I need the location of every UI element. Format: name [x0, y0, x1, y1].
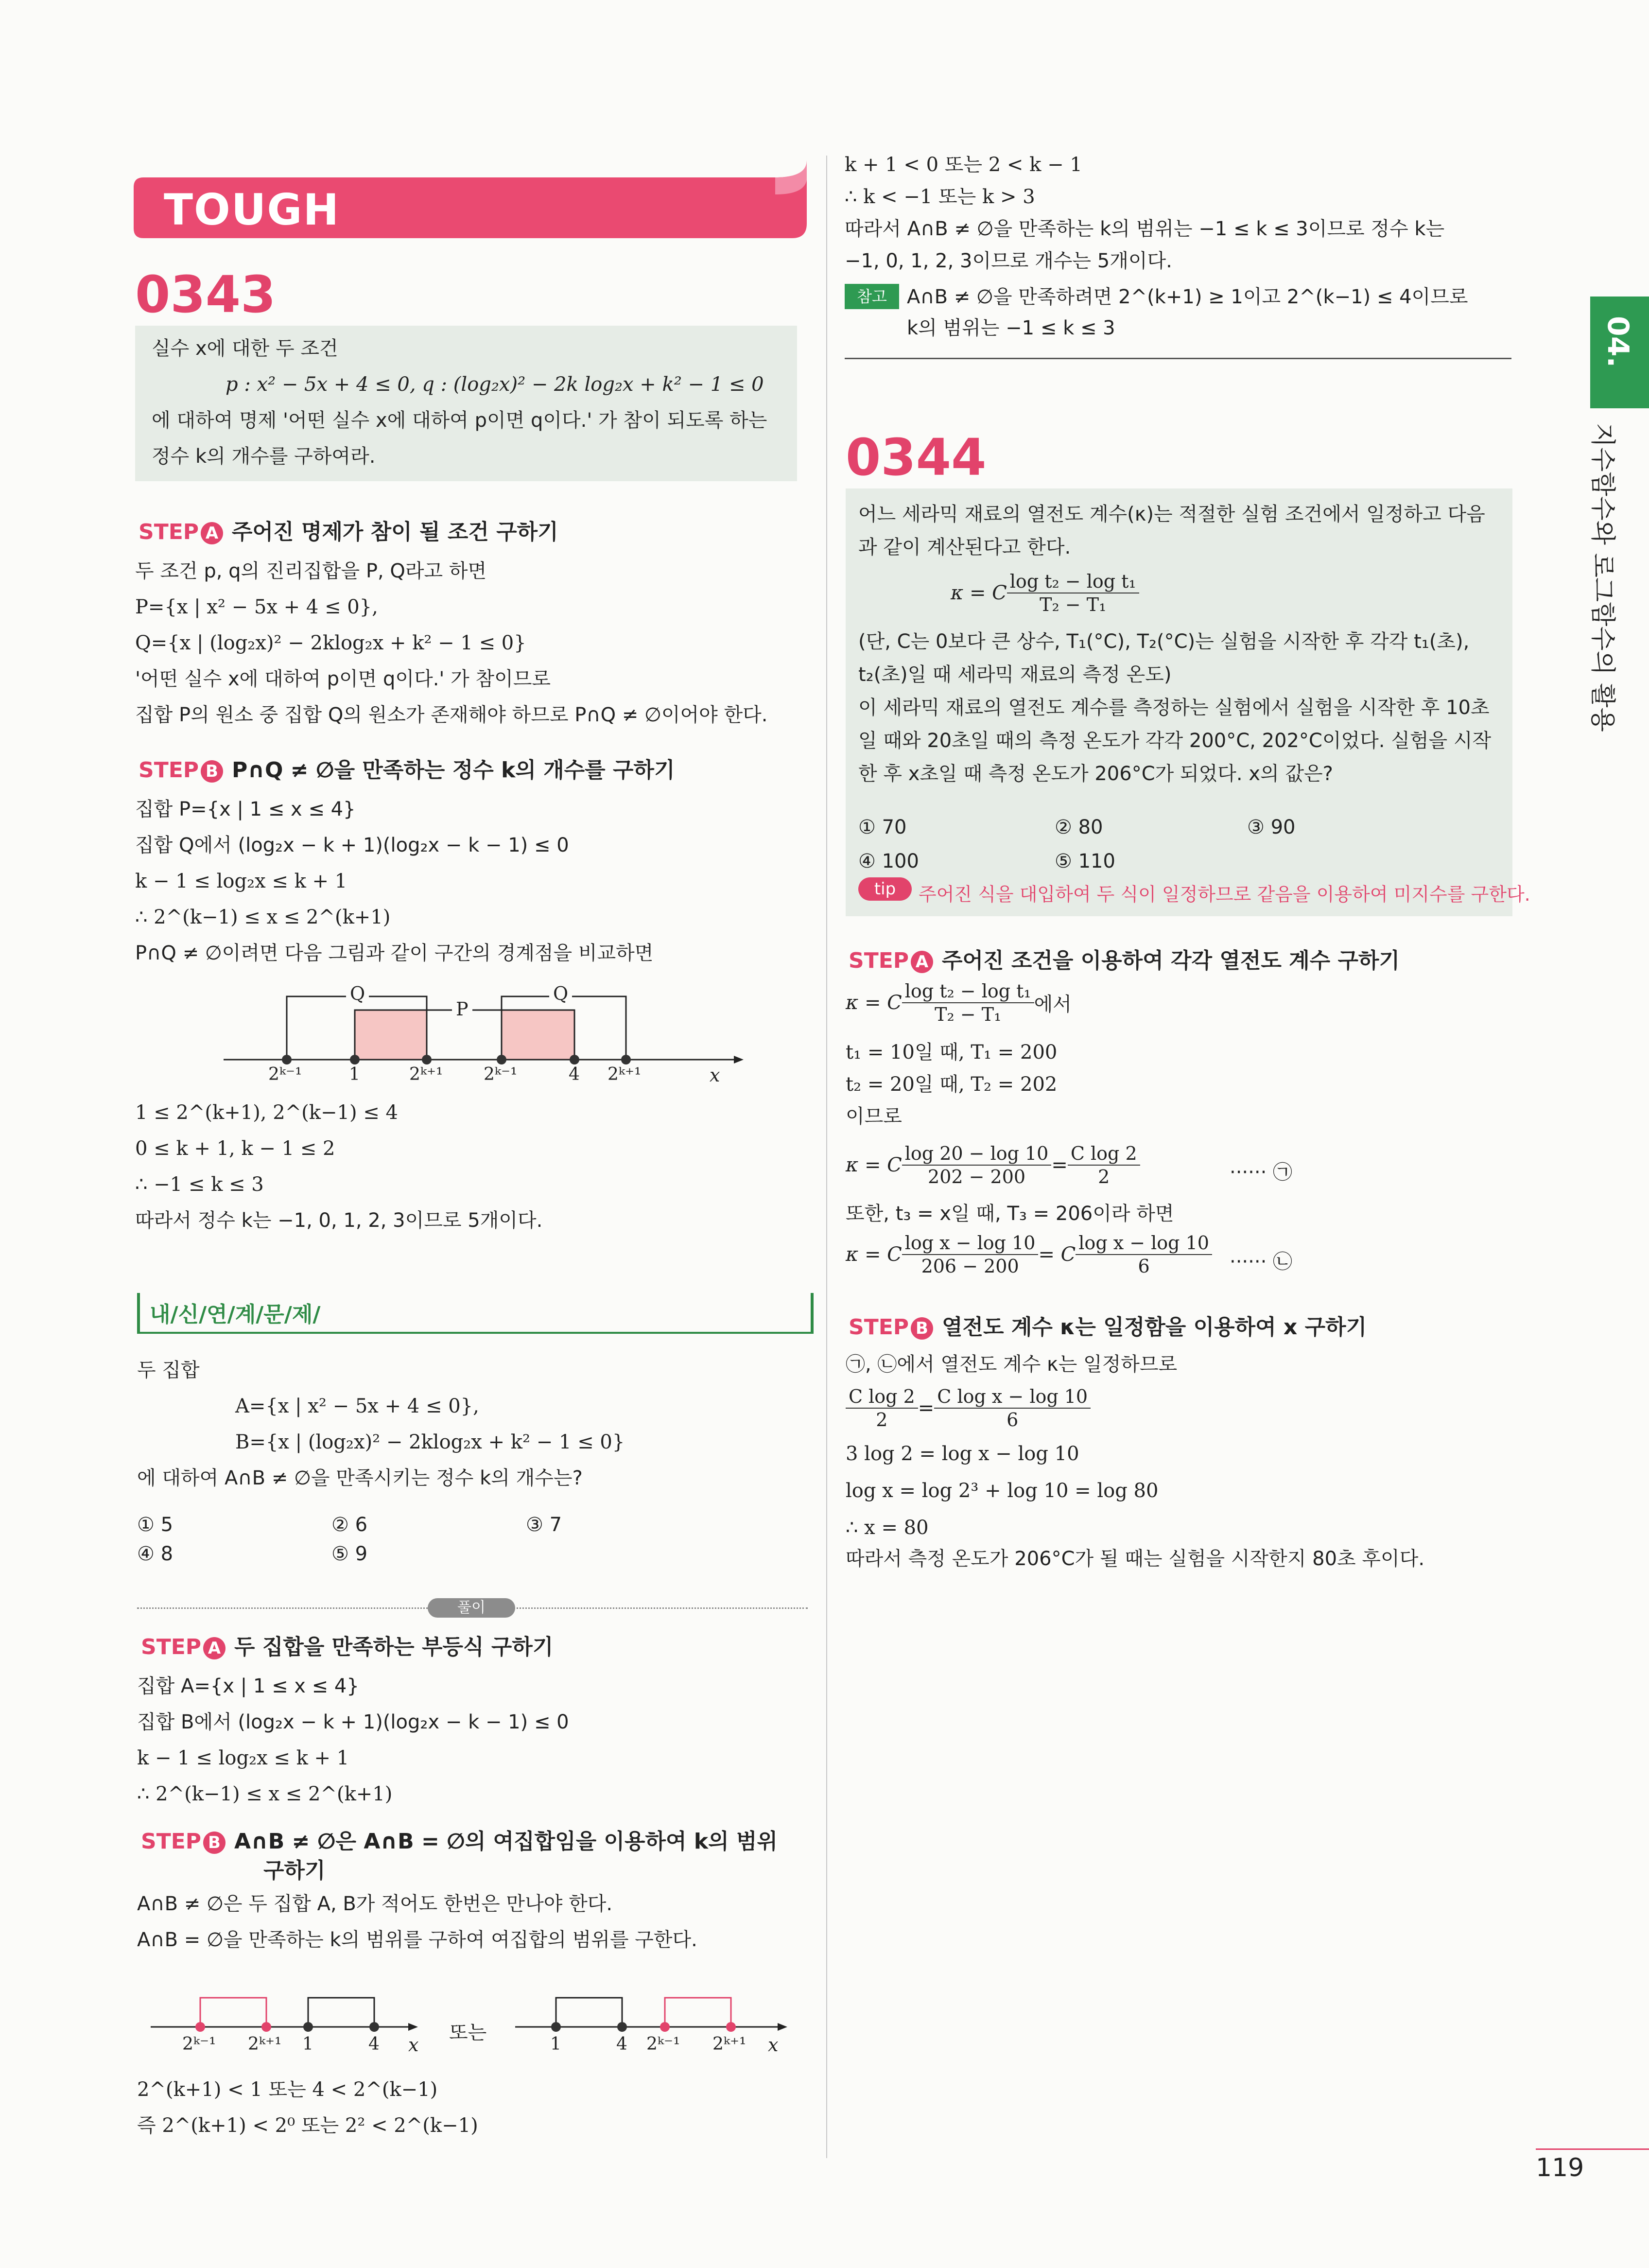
choice[interactable]: ④ 8	[137, 1543, 174, 1565]
choice[interactable]: ④ 100	[858, 850, 919, 872]
solution-line: k − 1 ≤ log₂x ≤ k + 1	[135, 870, 347, 892]
step-b-badge: B	[911, 1317, 933, 1340]
tip-text: 주어진 식을 대입하여 두 식이 일정하므로 같음을 이용하여 미지수를 구한다.	[919, 884, 1530, 905]
step-word: STEP	[139, 520, 199, 544]
solution-line: A∩B ≠ ∅은 두 집합 A, B가 적어도 한번은 만나야 한다.	[137, 1893, 613, 1915]
solution-line: ∴ −1 ≤ k ≤ 3	[135, 1173, 264, 1196]
solution-line: 따라서 A∩B ≠ ∅을 만족하는 k의 범위는 −1 ≤ k ≤ 3이므로 정수 k는	[845, 218, 1445, 240]
problem-line: 일 때와 20초일 때의 측정 온도가 각각 200°C, 202°C이었다. 실험을 시작	[858, 730, 1492, 752]
problem-line: p : x² − 5x + 4 ≤ 0, q : (log₂x)² − 2k log₂x + k² − 1 ≤ 0	[226, 373, 764, 396]
solution-line: ∴ 2^(k−1) ≤ x ≤ 2^(k+1)	[135, 906, 391, 928]
problem-line: 과 같이 계산된다고 한다.	[858, 536, 1071, 558]
equals: =	[918, 1397, 935, 1419]
problem-line: 정수 k의 개수를 구하여라.	[152, 445, 376, 468]
tick-label: 2ᵏ⁺¹	[608, 1064, 642, 1084]
solution-line: log x = log 2³ + log 10 = log 80	[846, 1480, 1159, 1502]
equals: = C	[1038, 1243, 1076, 1266]
solution-line: 집합 A={x | 1 ≤ x ≤ 4}	[137, 1675, 359, 1697]
fraction	[1076, 1232, 1212, 1277]
formula	[846, 980, 1072, 1026]
denominator: T₂ − T₁	[1040, 594, 1107, 615]
tick-label: 2ᵏ⁺¹	[248, 2034, 282, 2054]
solution-line: ∴ 2^(k−1) ≤ x ≤ 2^(k+1)	[137, 1783, 393, 1805]
numerator: log t₂ − log t₁	[902, 980, 1034, 1003]
solution-line: P={x | x² − 5x + 4 ≤ 0},	[135, 596, 378, 618]
tick-label: 2ᵏ⁺¹	[712, 2034, 746, 2054]
choice[interactable]: ③ 7	[526, 1514, 562, 1536]
equation-2	[846, 1232, 1332, 1277]
step-title-cont: 구하기	[263, 1858, 326, 1883]
choice[interactable]: ① 5	[137, 1514, 174, 1536]
tough-banner	[134, 160, 807, 245]
tick-label: 4	[368, 2034, 380, 2054]
equation-3	[846, 1385, 1091, 1431]
problem-box-0344	[846, 488, 1530, 916]
related-line: B={x | (log₂x)² − 2klog₂x + k² − 1 ≤ 0}	[235, 1431, 625, 1453]
step-a-heading	[849, 943, 1400, 974]
problem-line: 이 세라믹 재료의 열전도 계수를 측정하는 실험에서 실험을 시작한 후 10초	[858, 697, 1490, 719]
denominator: T₂ − T₁	[935, 1004, 1002, 1025]
tick-label: 1	[302, 2034, 313, 2054]
solution-line: 즉 2^(k+1) < 2⁰ 또는 2² < 2^(k−1)	[137, 2114, 478, 2137]
related-title-box	[137, 1293, 814, 1334]
problem-line: 실수 x에 대한 두 조건	[152, 337, 338, 360]
column-divider	[826, 156, 827, 2158]
step-a-badge: A	[203, 1637, 226, 1659]
solution-line: 집합 B에서 (log₂x − k + 1)(log₂x − k − 1) ≤ 0	[137, 1711, 569, 1733]
step-title: A∩B ≠ ∅은 A∩B = ∅의 여집합임을 이용하여 k의 범위	[234, 1829, 778, 1854]
step-title: 주어진 조건을 이용하여 각각 열전도 계수 구하기	[942, 948, 1400, 973]
solution-line: 3 log 2 = log x − log 10	[846, 1443, 1079, 1465]
solution-line: −1, 0, 1, 2, 3이므로 개수는 5개이다.	[845, 250, 1172, 272]
tip-badge: tip	[858, 877, 912, 901]
label-q: Q	[549, 983, 572, 1004]
denominator: 206 − 200	[921, 1256, 1019, 1277]
solution-line: 이므로	[846, 1105, 902, 1128]
page-number-rule	[1536, 2148, 1649, 2150]
step-title: 열전도 계수 κ는 일정함을 이용하여 x 구하기	[942, 1315, 1367, 1340]
tough-label: TOUGH	[164, 185, 340, 235]
tick-label: 4	[569, 1064, 580, 1084]
numerator: log t₂ − log t₁	[1007, 570, 1139, 593]
step-word: STEP	[849, 948, 909, 973]
step-word: STEP	[139, 758, 199, 783]
related-line: A={x | x² − 5x + 4 ≤ 0},	[235, 1395, 479, 1417]
formula-lhs: κ = C	[951, 582, 1007, 604]
problem-number-0344: 0344	[846, 428, 987, 487]
tick-label: 2ᵏ⁻¹	[268, 1064, 302, 1084]
tick-label: 2ᵏ⁻¹	[484, 1064, 518, 1084]
solution-line: 1 ≤ 2^(k+1), 2^(k−1) ≤ 4	[135, 1101, 398, 1124]
fraction	[902, 980, 1034, 1026]
solution-line: ∴ k < −1 또는 k > 3	[845, 186, 1035, 208]
solution-line: 집합 P={x | 1 ≤ x ≤ 4}	[135, 798, 356, 820]
interval-diagram	[214, 977, 758, 1089]
formula-tail: 에서	[1034, 993, 1072, 1016]
denominator: 202 − 200	[928, 1166, 1026, 1187]
page-number: 119	[1536, 2153, 1584, 2182]
related-line: 두 집합	[137, 1359, 200, 1381]
tick-label: 2ᵏ⁻¹	[182, 2034, 216, 2054]
related-title: 내/신/연/계/문/제/	[150, 1302, 321, 1327]
step-a-heading	[141, 1629, 553, 1660]
numerator: C log x − log 10	[934, 1385, 1091, 1409]
or-label: 또는	[449, 2022, 487, 2044]
fraction	[1068, 1142, 1140, 1188]
denominator: 2	[876, 1409, 888, 1431]
tick-label: 1	[349, 1064, 360, 1084]
problem-line: 한 후 x초일 때 측정 온도가 206°C가 되었다. x의 값은?	[858, 763, 1333, 785]
solution-line: A∩B = ∅을 만족하는 k의 범위를 구하여 여집합의 범위를 구한다.	[137, 1929, 697, 1951]
tick-label: 4	[616, 2034, 627, 2054]
step-word: STEP	[141, 1829, 202, 1854]
denominator: 6	[1138, 1256, 1150, 1277]
fraction	[902, 1232, 1039, 1277]
numerator: C log 2	[1068, 1142, 1140, 1166]
choice[interactable]: ③ 90	[1247, 816, 1296, 838]
note-line: A∩B ≠ ∅을 만족하려면 2^(k+1) ≥ 1이고 2^(k−1) ≤ 4이므로	[907, 286, 1468, 308]
fraction	[1007, 570, 1139, 616]
solution-line: Q={x | (log₂x)² − 2klog₂x + k² − 1 ≤ 0}	[135, 632, 526, 654]
solution-line: 2^(k+1) < 1 또는 4 < 2^(k−1)	[137, 2078, 438, 2101]
formula-lhs: κ = C	[846, 1154, 902, 1176]
equals: =	[1051, 1154, 1068, 1176]
solution-line: t₁ = 10일 때, T₁ = 200	[846, 1041, 1058, 1064]
number-line-diagram	[146, 1973, 807, 2066]
formula-lhs: κ = C	[846, 1243, 902, 1266]
solution-line: 또한, t₃ = x일 때, T₃ = 206이라 하면	[846, 1203, 1174, 1225]
step-title: 두 집합을 만족하는 부등식 구하기	[234, 1635, 554, 1659]
axis-label-x: x	[710, 1064, 720, 1086]
numerator: C log 2	[846, 1385, 918, 1409]
chapter-number: 04.	[1601, 316, 1635, 368]
choice[interactable]: ⑤ 9	[331, 1543, 368, 1565]
numerator: log x − log 10	[902, 1232, 1039, 1255]
note-line: k의 범위는 −1 ≤ k ≤ 3	[907, 317, 1115, 339]
step-a-heading	[139, 514, 558, 545]
solution-line: t₂ = 20일 때, T₂ = 202	[846, 1073, 1058, 1096]
problem-line: 에 대하여 명제 '어떤 실수 x에 대하여 p이면 q이다.' 가 참이 되도록 하는	[152, 409, 767, 432]
choice[interactable]: ② 80	[1055, 816, 1103, 838]
equation-mark: ······ ㉡	[1230, 1251, 1293, 1273]
step-title: P∩Q ≠ ∅을 만족하는 정수 k의 개수를 구하기	[232, 758, 675, 783]
solution-line: P∩Q ≠ ∅이려면 다음 그림과 같이 구간의 경계점을 비교하면	[135, 942, 654, 964]
solution-line: 집합 P의 원소 중 집합 Q의 원소가 존재해야 하므로 P∩Q ≠ ∅이어야 한다.	[135, 704, 768, 726]
denominator: 6	[1007, 1409, 1019, 1431]
solution-line: '어떤 실수 x에 대하여 p이면 q이다.' 가 참이므로	[135, 668, 551, 690]
problem-line: (단, C는 0보다 큰 상수, T₁(°C), T₂(°C)는 실험을 시작한 후 각각 t₁(초),	[858, 630, 1470, 653]
step-title: 주어진 명제가 참이 될 조건 구하기	[232, 520, 558, 544]
equation-mark: ······ ㉠	[1230, 1161, 1293, 1184]
choice[interactable]: ② 6	[331, 1514, 368, 1536]
numerator: log x − log 10	[1076, 1232, 1212, 1255]
step-b-badge: B	[203, 1832, 226, 1854]
chapter-tab[interactable]	[1590, 297, 1649, 408]
label-q: Q	[346, 983, 369, 1004]
equation-1	[846, 1142, 1332, 1188]
solution-line: ㉠, ㉡에서 열전도 계수 κ는 일정하므로	[846, 1353, 1178, 1376]
solution-line: ∴ x = 80	[846, 1517, 929, 1539]
choice[interactable]: ① 70	[858, 816, 907, 838]
problem-line: 어느 세라믹 재료의 열전도 계수(κ)는 적절한 실험 조건에서 일정하고 다음	[858, 503, 1485, 525]
tick-label: 2ᵏ⁻¹	[646, 2034, 680, 2054]
numerator: log 20 − log 10	[902, 1142, 1052, 1166]
problem-number-0343: 0343	[135, 265, 276, 324]
related-line: 에 대하여 A∩B ≠ ∅을 만족시키는 정수 k의 개수는?	[137, 1467, 583, 1489]
solution-badge: 풀이	[428, 1598, 515, 1618]
choice[interactable]: ⑤ 110	[1055, 850, 1115, 872]
solution-line: 집합 Q에서 (log₂x − k + 1)(log₂x − k − 1) ≤ 0	[135, 834, 569, 856]
label-p: P	[452, 998, 472, 1020]
fraction	[902, 1142, 1052, 1188]
fraction	[846, 1385, 918, 1431]
step-a-badge: A	[201, 522, 223, 544]
solution-line: 따라서 측정 온도가 206°C가 될 때는 실험을 시작한지 80초 후이다.	[846, 1548, 1425, 1570]
solution-line: 두 조건 p, q의 진리집합을 P, Q라고 하면	[135, 560, 487, 582]
tick-label: 2ᵏ⁺¹	[409, 1064, 443, 1084]
step-word: STEP	[141, 1635, 202, 1659]
solution-line: 따라서 정수 k는 −1, 0, 1, 2, 3이므로 5개이다.	[135, 1209, 543, 1232]
step-b-heading	[141, 1824, 778, 1855]
axis-label-x: x	[768, 2034, 779, 2056]
formula-lhs: κ = C	[846, 992, 902, 1014]
step-b-heading	[849, 1309, 1367, 1341]
step-word: STEP	[849, 1315, 909, 1340]
problem-box-0343	[135, 326, 797, 481]
axis-label-x: x	[408, 2034, 419, 2056]
formula	[951, 570, 1139, 616]
solution-line: k + 1 < 0 또는 2 < k − 1	[845, 154, 1082, 176]
note-badge: 참고	[845, 284, 899, 309]
note-underline	[845, 358, 1511, 359]
step-b-heading	[139, 752, 675, 784]
denominator: 2	[1098, 1166, 1110, 1187]
step-b-badge: B	[201, 760, 223, 783]
solution-line: k − 1 ≤ log₂x ≤ k + 1	[137, 1747, 349, 1769]
problem-line: t₂(초)일 때 세라믹 재료의 측정 온도)	[858, 663, 1172, 686]
solution-line: 0 ≤ k + 1, k − 1 ≤ 2	[135, 1137, 335, 1160]
tick-label: 1	[550, 2034, 561, 2054]
step-a-badge: A	[911, 951, 933, 973]
fraction	[934, 1385, 1091, 1431]
chapter-title: 지수함수와 로그함수의 활용	[1588, 423, 1617, 732]
